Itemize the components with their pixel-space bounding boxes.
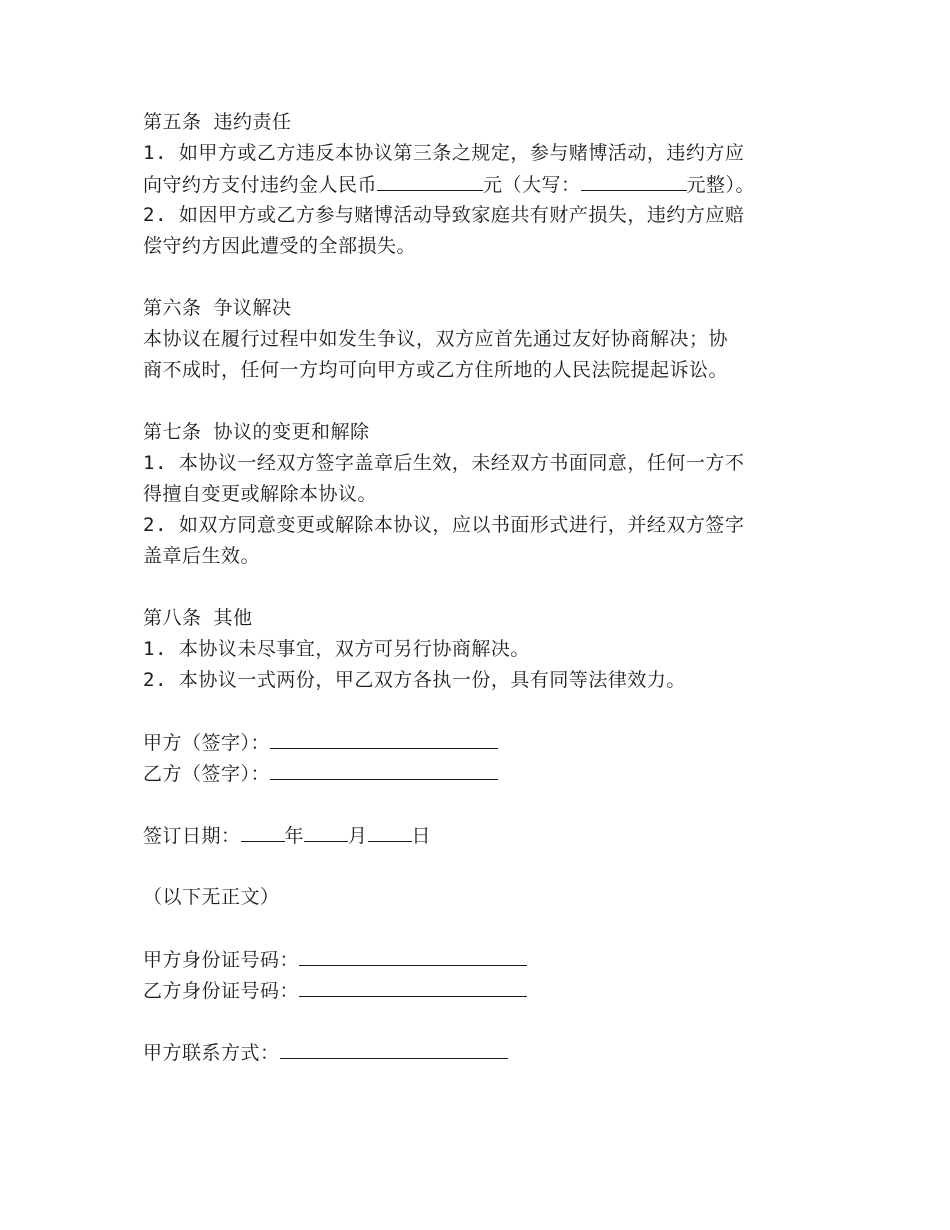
year-blank[interactable] — [241, 820, 285, 842]
party-a-signature-label: 甲方（签字）： — [143, 732, 271, 754]
penalty-text-c: 元整）。 — [686, 174, 756, 196]
spacer — [143, 696, 823, 727]
article-7-clause-1-line-1: 1. 本协议一经双方签字盖章后生效，未经双方书面同意，任何一方不 — [143, 452, 745, 474]
party-a-id-blank[interactable] — [299, 944, 527, 966]
article-8-title: 第八条 其他 — [143, 607, 253, 629]
end-of-text-note: （以下无正文） — [143, 886, 280, 908]
article-7-clause-1-line-2: 得擅自变更或解除本协议。 — [143, 483, 378, 505]
spacer — [143, 789, 823, 820]
party-b-signature-label: 乙方（签字）： — [143, 763, 271, 785]
year-label: 年 — [284, 825, 305, 847]
party-a-signature-blank[interactable] — [270, 727, 498, 749]
spacer — [143, 572, 823, 603]
party-a-contact-label: 甲方联系方式： — [143, 1042, 280, 1064]
party-b-signature-blank[interactable] — [270, 758, 498, 780]
article-5-clause-2-line-1: 2. 如因甲方或乙方参与赌博活动导致家庭共有财产损失，违约方应赔 — [143, 204, 745, 226]
party-a-id-label: 甲方身份证号码： — [143, 949, 300, 971]
article-5-clause-1-line-1: 1. 如甲方或乙方违反本协议第三条之规定，参与赌博活动，违约方应 — [143, 142, 745, 164]
spacer — [143, 913, 823, 944]
spacer — [143, 386, 823, 417]
penalty-amount-blank[interactable] — [377, 169, 483, 191]
day-blank[interactable] — [368, 820, 412, 842]
party-b-id-label: 乙方身份证号码： — [143, 980, 300, 1002]
article-6-title: 第六条 争议解决 — [143, 297, 292, 319]
article-6-line-1: 本协议在履行过程中如发生争议，双方应首先通过友好协商解决；协 — [143, 328, 729, 350]
article-5-title: 第五条 违约责任 — [143, 111, 292, 133]
article-8-clause-1: 1. 本协议未尽事宜，双方可另行协商解决。 — [143, 638, 530, 660]
party-a-contact-row — [143, 1037, 823, 1068]
article-8-clause-2: 2. 本协议一式两份，甲乙双方各执一份，具有同等法律效力。 — [143, 669, 686, 691]
party-b-id-blank[interactable] — [299, 975, 527, 997]
penalty-text-a: 向守约方支付违约金人民币 — [143, 174, 378, 196]
penalty-amount-uppercase-blank[interactable] — [581, 169, 687, 191]
article-5-clause-2-line-2: 偿守约方因此遭受的全部损失。 — [143, 235, 417, 257]
party-a-contact-blank[interactable] — [280, 1037, 508, 1059]
party-a-id-row — [143, 944, 823, 975]
signing-date-label: 签订日期： — [143, 825, 241, 847]
spacer — [143, 851, 823, 882]
party-b-signature-row — [143, 758, 823, 789]
article-6-line-2: 商不成时，任何一方均可向甲方或乙方住所地的人民法院提起诉讼。 — [143, 359, 729, 381]
day-label: 日 — [411, 825, 432, 847]
article-7-clause-2-line-2: 盖章后生效。 — [143, 545, 261, 567]
spacer — [143, 262, 823, 293]
month-label: 月 — [348, 825, 368, 847]
party-b-id-row — [143, 975, 823, 1006]
article-5-clause-1-line-2 — [143, 169, 823, 200]
article-7-clause-2-line-1: 2. 如双方同意变更或解除本协议，应以书面形式进行，并经双方签字 — [143, 514, 745, 536]
party-a-signature-row — [143, 727, 823, 758]
spacer — [143, 1006, 823, 1037]
month-blank[interactable] — [304, 820, 348, 842]
penalty-text-b: 元（大写： — [483, 174, 581, 196]
article-7-title: 第七条 协议的变更和解除 — [143, 421, 370, 443]
agreement-page — [143, 107, 823, 1068]
signing-date-row — [143, 820, 823, 851]
